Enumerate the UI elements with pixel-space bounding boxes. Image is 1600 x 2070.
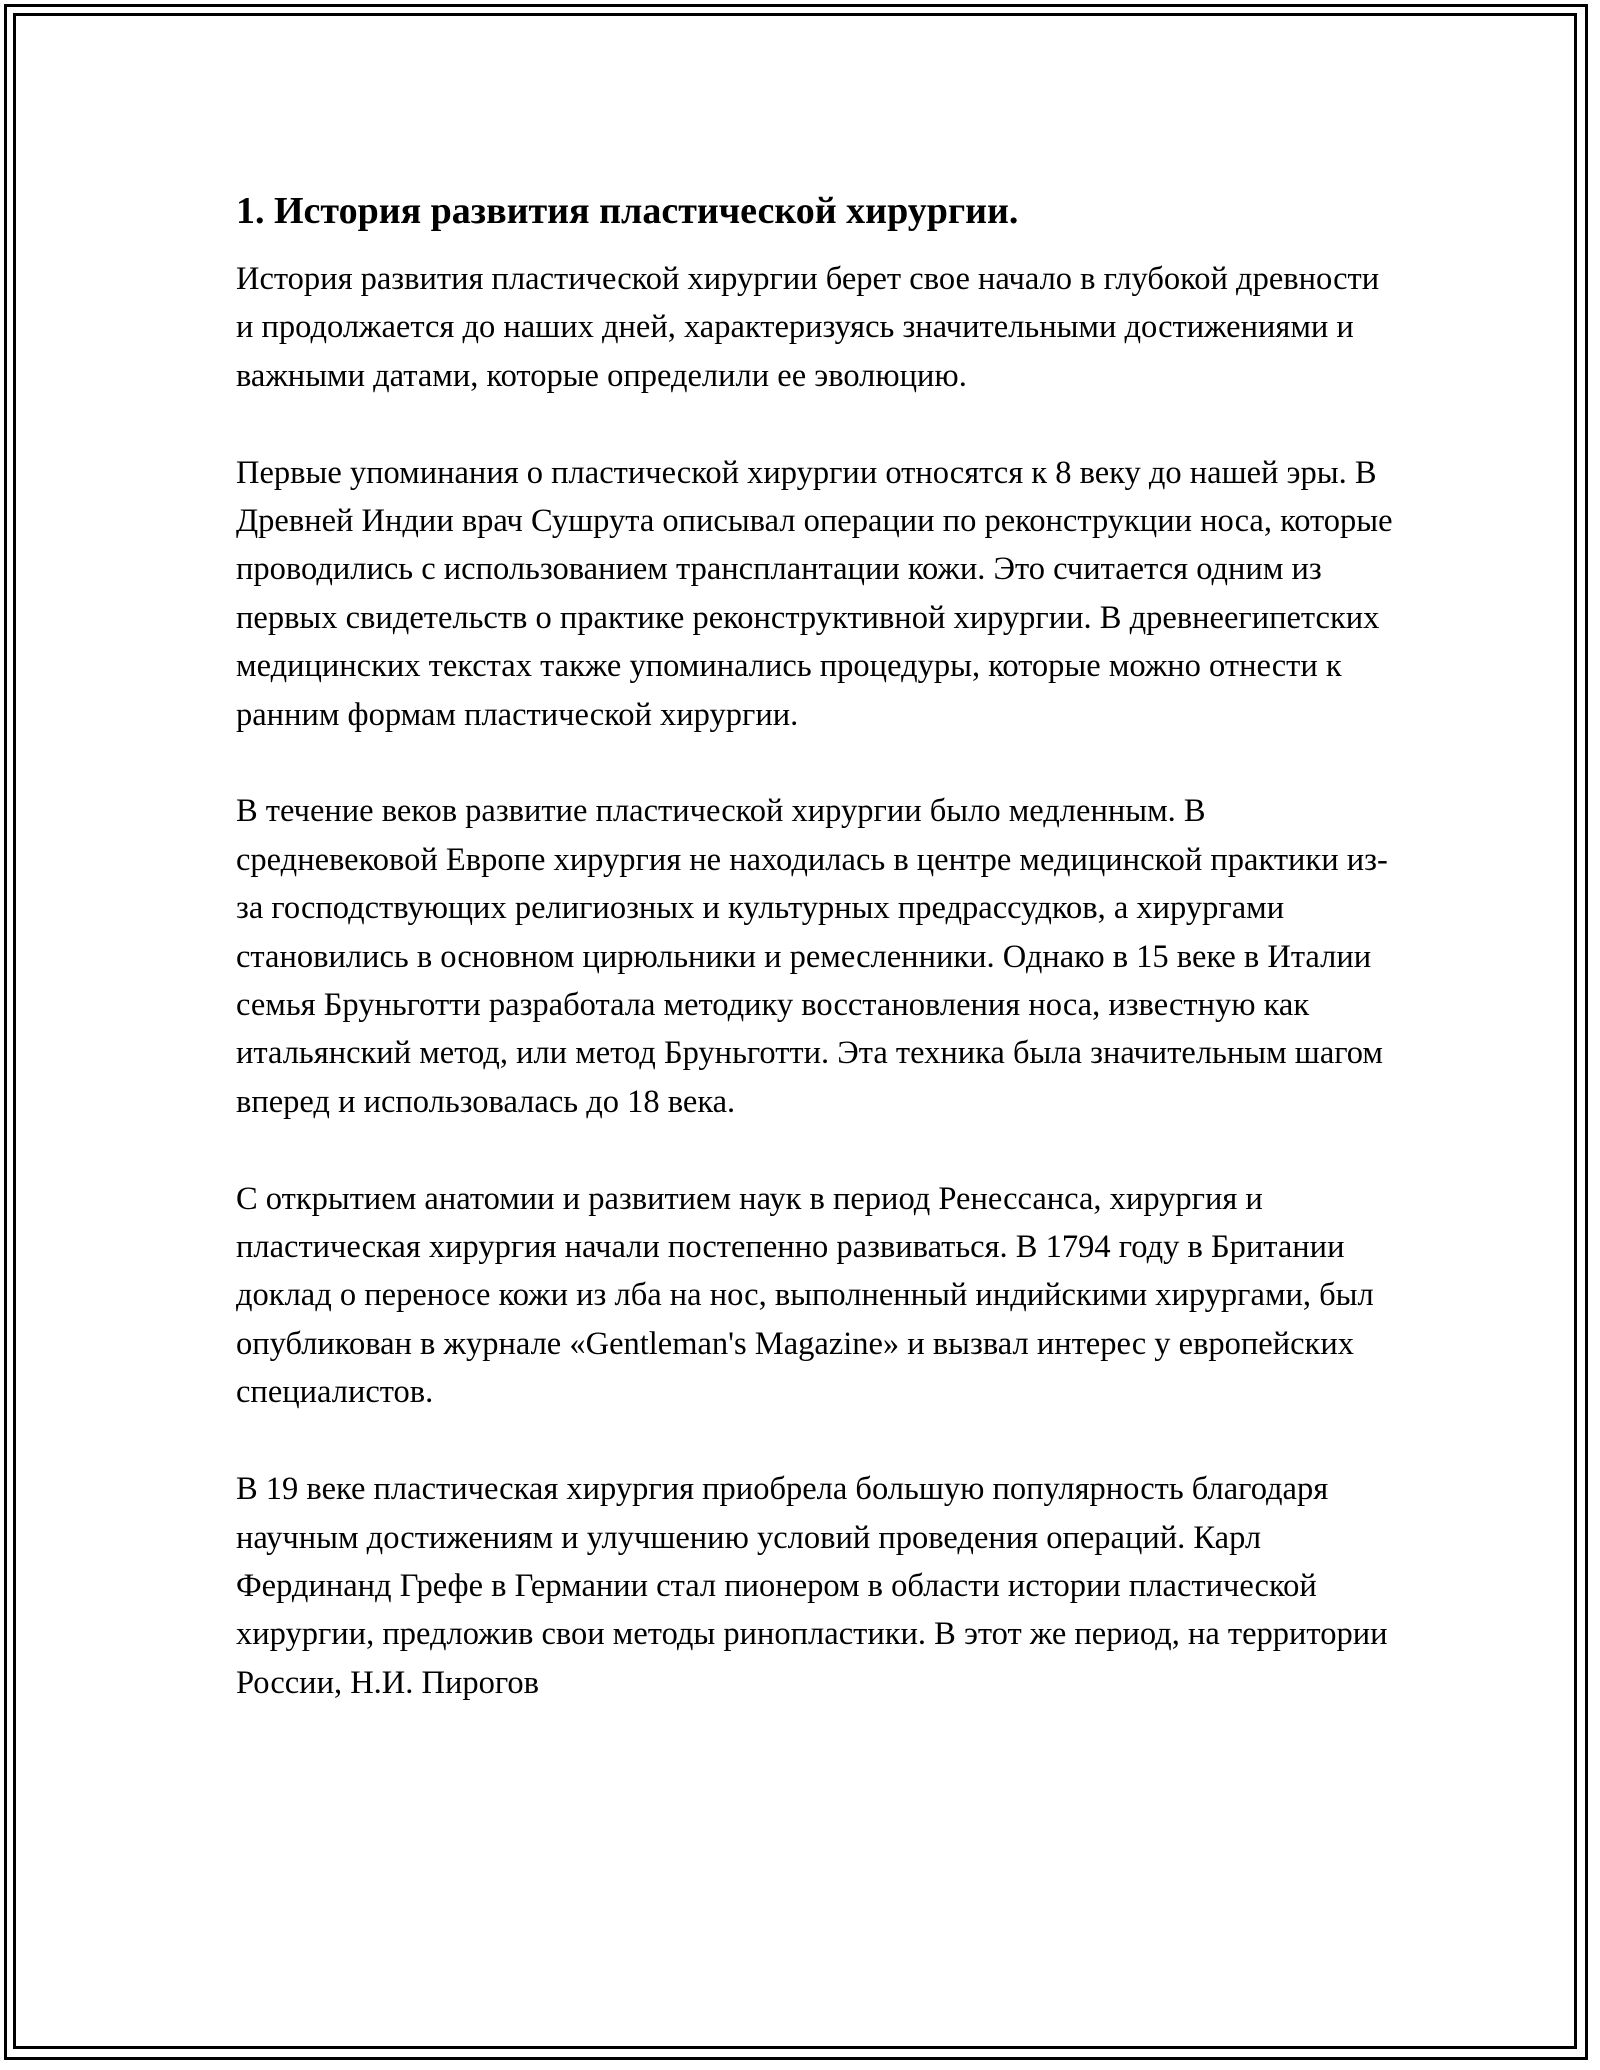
paragraph-medieval: В течение веков развитие пластической хирургии было медленным. В средневековой Европе хирургия не находилась в центре медицинской практики из-за господствующих религиозных и культурных предрассудков, а хирургами становились в основном цирюльники и ремесленники. Однако в 15 веке в Италии семья Бруньготти разработала методику восстановления носа, известную как итальянский метод, или метод Бруньготти. Эта техника была значительным шагом вперед и использовалась до 18 века. (236, 793, 1388, 1120)
document-body (236, 187, 1396, 1756)
section-heading: 1. История развития пластической хирургии. (236, 190, 1019, 232)
paragraph-renaissance: С открытием анатомии и развитием наук в период Ренессанса, хирургия и пластическая хирургия начали постепенно развиваться. В 1794 году в Британии доклад о переносе кожи из лба на нос, выполненный индийскими хирургами, был опубликован в журнале «Gentleman's Magazine» и вызвал интерес у европейских специалистов. (236, 1180, 1374, 1411)
paragraph-ancient: Первые упоминания о пластической хирургии относятся к 8 веку до нашей эры. В Древней Индии врач Сушрута описывал операции по реконструкции носа, которые проводились с использованием трансплантации кожи. Это считается одним из первых свидетельств о практике реконструктивной хирургии. В древнеегипетских медицинских текстах также упоминались процедуры, которые можно отнести к ранним формам пластической хирургии. (236, 454, 1393, 733)
paragraph-intro: История развития пластической хирургии берет свое начало в глубокой древности и продолжается до наших дней, характеризуясь значительными достижениями и важными датами, которые определили ее эволюцию. (236, 261, 1380, 394)
paragraph-19th-century: В 19 веке пластическая хирургия приобрела большую популярность благодаря научным достижениям и улучшению условий проведения операций. Карл Фердинанд Грефе в Германии стал пионером в области истории пластической хирургии, предложив свои методы ринопластики. В этот же период, на территории России, Н.И. Пирогов (236, 1471, 1388, 1701)
